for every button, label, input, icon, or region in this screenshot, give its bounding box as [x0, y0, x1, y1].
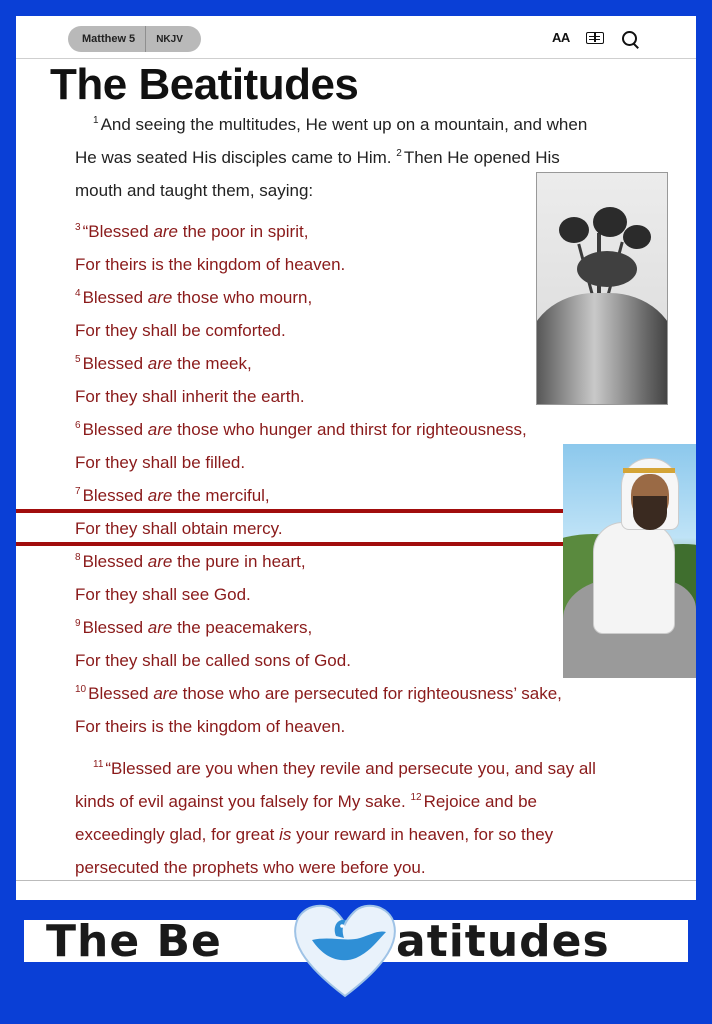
verse-text: For they shall be filled. — [75, 453, 246, 472]
verse-text: the pure in heart, — [172, 552, 306, 571]
verse-emphasis: are — [147, 552, 173, 571]
reader-page — [16, 16, 696, 1006]
verse-number: 10 — [75, 684, 87, 696]
beatitude-line — [75, 578, 562, 611]
verse-number: 3 — [75, 222, 81, 234]
verse-text: the peacemakers, — [172, 618, 313, 637]
divider — [16, 880, 696, 881]
verse-number: 2 — [396, 148, 402, 160]
page-title: The Beatitudes — [50, 60, 359, 109]
verse-text: For theirs is the kingdom of heaven. — [75, 717, 346, 736]
verse-text: exceedingly glad, for great — [75, 825, 280, 844]
highlight-bar-top — [16, 509, 564, 513]
verse-emphasis: are — [153, 684, 178, 703]
beatitude-line — [75, 677, 562, 710]
bottom-banner — [0, 900, 712, 1006]
verse-text: Blessed — [88, 684, 154, 703]
verse-text: For they shall be called sons of God. — [75, 651, 351, 670]
beatitudes-list — [75, 215, 562, 743]
seated-figure-illustration — [563, 444, 696, 678]
verse-number: 6 — [75, 420, 81, 432]
verse-emphasis: are — [147, 420, 173, 439]
beatitude-line — [75, 314, 562, 347]
book-icon[interactable] — [586, 32, 604, 44]
verse-number: 5 — [75, 354, 81, 366]
verse-text: Blessed — [82, 288, 148, 307]
highlight-bar-bottom — [16, 542, 564, 546]
beatitude-line — [75, 215, 562, 248]
verse-text: Blessed — [82, 618, 148, 637]
font-size-icon[interactable]: AA — [552, 30, 570, 45]
beatitude-line — [75, 380, 562, 413]
verse-text: Blessed — [82, 486, 148, 505]
dove-heart-icon — [290, 900, 400, 1000]
verse-text: For they shall be comforted. — [75, 321, 286, 340]
banner-text-right: atitudes — [396, 916, 610, 967]
verse-text: persecuted the prophets who were before you. — [75, 858, 426, 877]
verse-number: 11 — [93, 759, 104, 771]
verse-text: Blessed — [82, 354, 148, 373]
version-button[interactable]: NKJV — [156, 33, 183, 45]
beatitude-line — [75, 347, 562, 380]
verse-number: 4 — [75, 288, 81, 300]
verse-text: kinds of evil against you falsely for My sake. — [75, 792, 406, 811]
beatitude-line — [75, 512, 562, 545]
verse-text: For they shall obtain mercy. — [75, 519, 283, 538]
verse-number: 1 — [93, 115, 99, 127]
beatitude-line — [75, 710, 562, 743]
verse-text: And seeing the multitudes, He went up on a mountain, and when — [100, 115, 588, 134]
verse-text: For they shall see God. — [75, 585, 251, 604]
beatitude-line — [75, 413, 562, 446]
verse-number: 12 — [410, 792, 422, 804]
verse-emphasis: are — [147, 354, 173, 373]
verse-emphasis: is — [279, 825, 292, 844]
verse-number: 8 — [75, 552, 81, 564]
beatitude-line — [75, 479, 562, 512]
verse-emphasis: are — [147, 486, 173, 505]
verse-text: the merciful, — [172, 486, 270, 505]
beatitude-line — [75, 545, 562, 578]
beatitude-line — [75, 611, 562, 644]
verse-text: those who are persecuted for righteousness’ sake, — [177, 684, 562, 703]
verse-text: He was seated His disciples came to Him. — [75, 148, 392, 167]
intro-paragraph — [75, 108, 587, 207]
verse-emphasis: are — [147, 288, 173, 307]
verse-text: Blessed — [82, 552, 148, 571]
verse-text: those who hunger and thirst for righteousness, — [172, 420, 527, 439]
beatitude-line — [75, 281, 562, 314]
verse-number: 9 — [75, 618, 81, 630]
verse-text: For theirs is the kingdom of heaven. — [75, 255, 346, 274]
verse-text: those who mourn, — [172, 288, 313, 307]
verse-text: your reward in heaven, for so they — [291, 825, 554, 844]
verse-text: For they shall inherit the earth. — [75, 387, 305, 406]
verse-emphasis: are — [147, 618, 173, 637]
verse-text: “Blessed are you when they revile and persecute you, and say all — [105, 759, 596, 778]
flowers-photo — [536, 172, 668, 405]
verse-text: the meek, — [172, 354, 252, 373]
banner-text-left: The Be — [46, 916, 222, 967]
beatitude-line — [75, 644, 562, 677]
closing-paragraph — [75, 752, 596, 884]
beatitude-line — [75, 248, 562, 281]
verse-emphasis: are — [153, 222, 179, 241]
top-toolbar — [16, 16, 696, 59]
verse-text: Rejoice and be — [423, 792, 537, 811]
search-icon[interactable] — [622, 31, 637, 46]
verse-text: the poor in spirit, — [178, 222, 309, 241]
beatitude-line — [75, 446, 562, 479]
verse-text: “Blessed — [82, 222, 154, 241]
chapter-button[interactable]: Matthew 5 — [68, 26, 146, 52]
verse-number: 7 — [75, 486, 81, 498]
chapter-version-selector[interactable] — [68, 26, 201, 52]
verse-text: Blessed — [82, 420, 148, 439]
verse-text: Then He opened His — [403, 148, 560, 167]
verse-text: mouth and taught them, saying: — [75, 181, 314, 200]
